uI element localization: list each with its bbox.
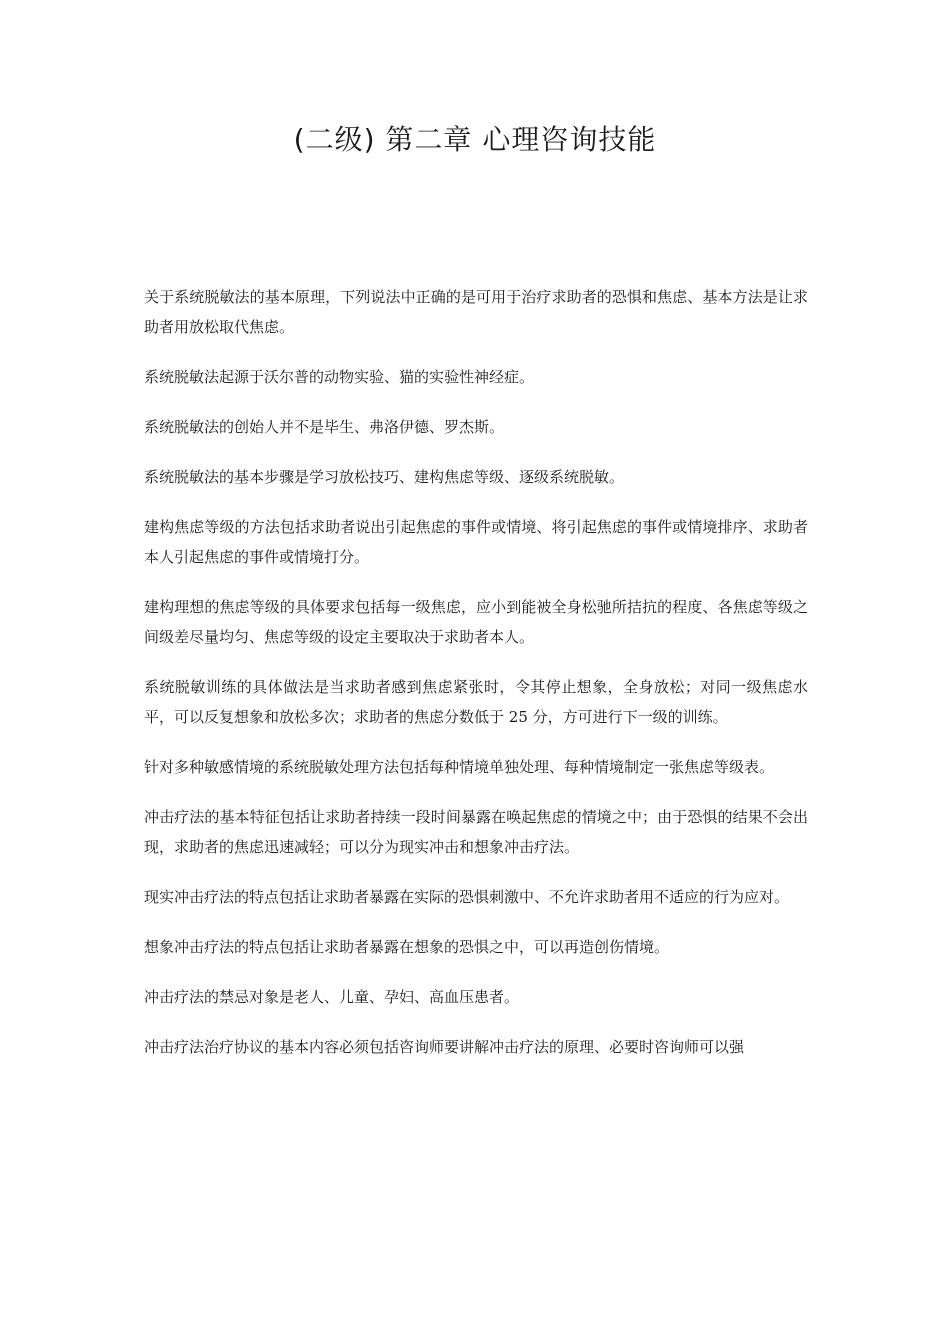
paragraph-5: 建构焦虑等级的方法包括求助者说出引起焦虑的事件或情境、将引起焦虑的事件或情境排序、求助者本人引起焦虑的事件或情境打分。	[144, 518, 808, 566]
paragraph-8: 针对多种敏感情境的系统脱敏处理方法包括每种情境单独处理、每种情境制定一张焦虑等级表。	[144, 758, 775, 776]
paragraph-9: 冲击疗法的基本特征包括让求助者持续一段时间暴露在唤起焦虑的情境之中；由于恐惧的结果不会出现，求助者的焦虑迅速减轻；可以分为现实冲击和想象冲击疗法。	[144, 808, 808, 856]
paragraph-13: 冲击疗法治疗协议的基本内容必须包括咨询师要讲解冲击疗法的原理、必要时咨询师可以强	[144, 1038, 745, 1056]
paragraph-11: 想象冲击疗法的特点包括让求助者暴露在想象的恐惧之中，可以再造创伤情境。	[144, 938, 670, 956]
paragraph-10: 现实冲击疗法的特点包括让求助者暴露在实际的恐惧刺激中、不允许求助者用不适应的行为应对。	[144, 888, 790, 906]
paragraph-2: 系统脱敏法起源于沃尔普的动物实验、猫的实验性神经症。	[144, 368, 535, 386]
paragraph-1: 关于系统脱敏法的基本原理，下列说法中正确的是可用于治疗求助者的恐惧和焦虑、基本方法是让求助者用放松取代焦虑。	[144, 288, 808, 336]
document-body	[144, 282, 808, 1082]
paragraph-4: 系统脱敏法的基本步骤是学习放松技巧、建构焦虑等级、逐级系统脱敏。	[144, 468, 625, 486]
paragraph-7: 系统脱敏训练的具体做法是当求助者感到焦虑紧张时，令其停止想象，全身放松；对同一级焦虑水平，可以反复想象和放松多次；求助者的焦虑分数低于 25 分，方可进行下一级的训练。	[144, 678, 808, 726]
page-title: (二级) 第二章 心理咨询技能	[293, 123, 657, 156]
paragraph-3: 系统脱敏法的创始人并不是毕生、弗洛伊德、罗杰斯。	[144, 418, 505, 436]
paragraph-12: 冲击疗法的禁忌对象是老人、儿童、孕妇、高血压患者。	[144, 988, 520, 1006]
paragraph-6: 建构理想的焦虑等级的具体要求包括每一级焦虑，应小到能被全身松驰所拮抗的程度、各焦虑等级之间级差尽量均匀、焦虑等级的设定主要取决于求助者本人。	[144, 598, 808, 646]
